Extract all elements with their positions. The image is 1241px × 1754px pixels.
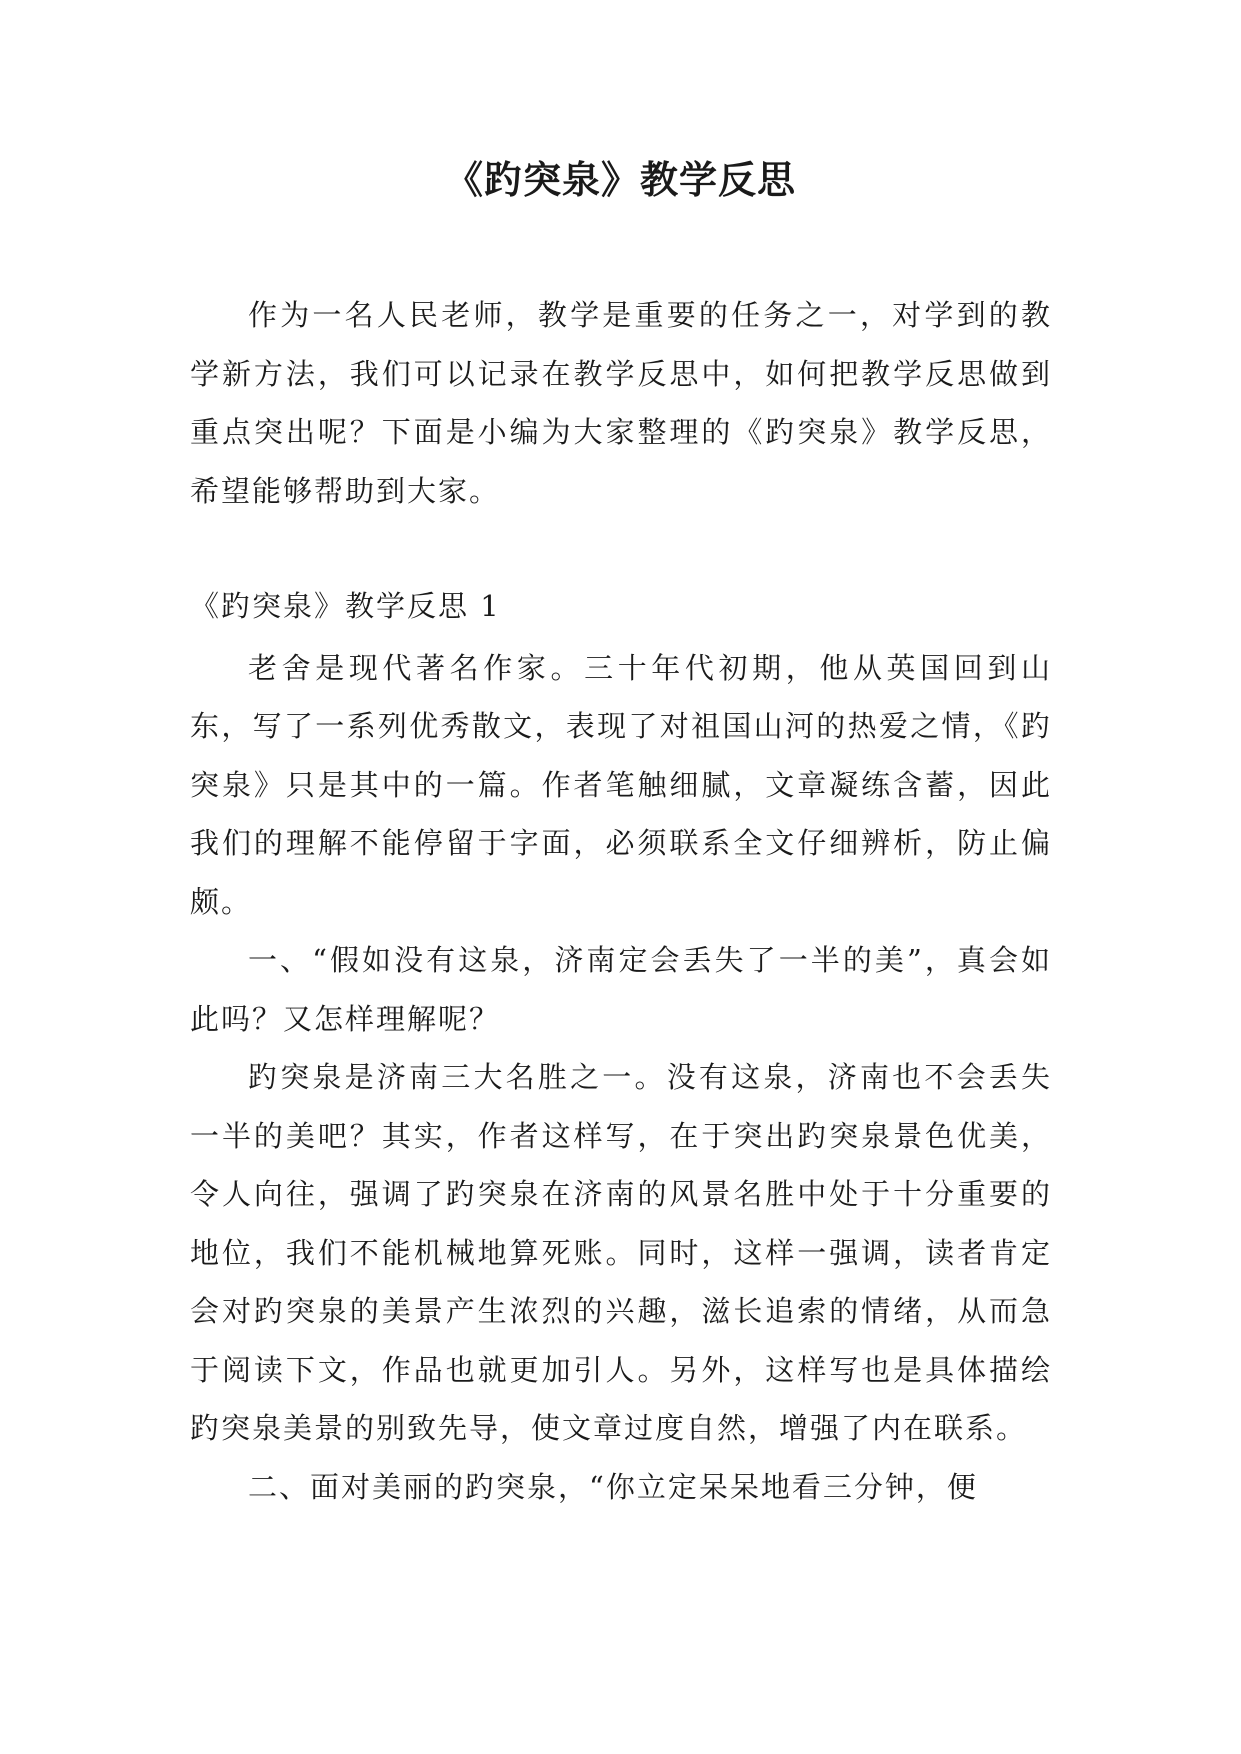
intro-paragraph: 作为一名人民老师，教学是重要的任务之一，对学到的教学新方法，我们可以记录在教学反思中，如何把教学反思做到重点突出呢？下面是小编为大家整理的《趵突泉》教学反思，希望能够帮助到大家。	[190, 298, 1052, 508]
body-paragraph: 二、面对美丽的趵突泉，“你立定呆呆地看三分钟，便	[248, 1469, 978, 1504]
body-paragraph: 一、“假如没有这泉，济南定会丢失了一半的美”，真会如此吗？又怎样理解呢？	[190, 943, 1052, 1036]
intro-block	[190, 286, 1052, 520]
section-heading: 《趵突泉》教学反思 1	[190, 589, 501, 623]
section-block	[190, 577, 1052, 1516]
body-paragraph: 老舍是现代著名作家。三十年代初期，他从英国回到山东，写了一系列优秀散文，表现了对祖国山河的热爱之情，《趵突泉》只是其中的一篇。作者笔触细腻，文章凝练含蓄，因此我们的理解不能停留于字面，必须联系全文仔细辨析，防止偏颇。	[190, 650, 1052, 919]
body-paragraph: 趵突泉是济南三大名胜之一。没有这泉，济南也不会丢失一半的美吧？其实，作者这样写，在于突出趵突泉景色优美，令人向往，强调了趵突泉在济南的风景名胜中处于十分重要的地位，我们不能机械地算死账。同时，这样一强调，读者肯定会对趵突泉的美景产生浓烈的兴趣，滋长追索的情绪，从而急于阅读下文，作品也就更加引人。另外，这样写也是具体描绘趵突泉美景的别致先导，使文章过度自然，增强了内在联系。	[190, 1060, 1052, 1445]
document-title: 《趵突泉》教学反思	[444, 158, 796, 202]
